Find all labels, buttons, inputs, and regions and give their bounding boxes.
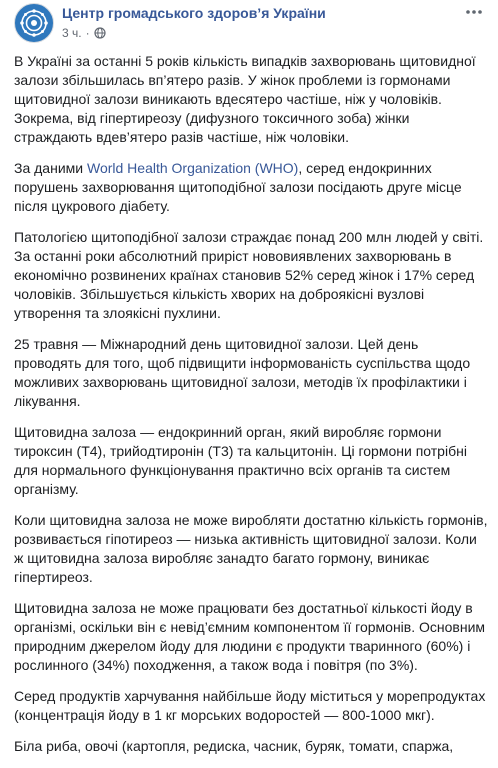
- post-paragraph: Серед продуктів харчування найбільше йоду міститься у морепродуктах (концентрація йоду в 1 кг морських водоростей — 800-1000 мкг).: [14, 688, 486, 723]
- post-paragraph: Біла риба, овочі (картопля, редиска, часник, буряк, томати, спаржа,: [14, 738, 454, 754]
- more-options-button[interactable]: [464, 4, 484, 20]
- who-link[interactable]: World Health Organization (WHO): [86, 160, 299, 176]
- post-paragraph: Коли щитовидна залоза не може виробляти достатню кількість гормонів, розвивається гіпотиреоз — низька активність щитовидної залози. Коли ж щитовидна залоза виробляє занадто багато гормону, виникає гіпертиреоз.: [14, 512, 488, 585]
- post-paragraph: Щитовидна залоза не може працювати без достатньої кількості йоду в організмі, оскільки він є невід’ємним компонентом її гормонів. Основним природним джерелом йоду для людини є продукти тваринного (60%) і рослинного (34%) походження, а також вода і повітря (по 3%).: [14, 600, 486, 673]
- post-paragraph: [14, 159, 488, 216]
- page-avatar[interactable]: [14, 3, 54, 43]
- globe-icon[interactable]: [94, 27, 106, 39]
- post-timestamp[interactable]: 3 ч.: [62, 26, 82, 40]
- paragraph-text: , серед ендокринних порушень захворювання щитоподібної залози посідають друге місце після цукрового діабету.: [14, 160, 462, 214]
- post-paragraph: 25 травня — Міжнародний день щитовидної залози. Цей день проводять для того, щоб підвищити інформованість суспільства щодо можливих захворювань щитовидної залози, методів їх профілактики і лікування.: [14, 336, 471, 409]
- post-meta: [62, 26, 106, 40]
- post-paragraph: Патологією щитоподібної залози страждає понад 200 млн людей у світі. За останні роки абсолютний приріст нововиявлених захворювань в економічно розвинених країнах становив 52% серед жінок і 17% серед чоловіків. Збільшується кількість хворих на доброякісні вузлові утворення та злоякісні пухлини.: [14, 229, 484, 321]
- post-header: [0, 0, 498, 50]
- paragraph-text: За даними: [14, 160, 87, 176]
- post-body: [14, 52, 488, 768]
- org-logo-icon: [15, 4, 53, 42]
- post-paragraph: В Україні за останні 5 років кількість випадків захворювань щитовидної залози збільшилась вп’ятеро разів. У жінок проблеми із гормонами щитовидної залози виникають вдесятеро частіше, ніж у чоловіків. Зокрема, від гіпертиреозу (дифузного токсичного зоба) жінки страждають вдев’ятеро разів частіше, ніж чоловіки.: [14, 53, 476, 145]
- post-paragraph: Щитовидна залоза — ендокринний орган, який виробляє гормони тироксин (T4), трийодтиронін (T3) та кальцитонін. Ці гормони потрібні для нормального функціонування практично всіх органів та систем організму.: [14, 424, 467, 497]
- page-name-link[interactable]: Центр громадського здоров’я України: [62, 5, 326, 21]
- meta-separator: ·: [85, 26, 90, 40]
- more-icon: [464, 4, 484, 20]
